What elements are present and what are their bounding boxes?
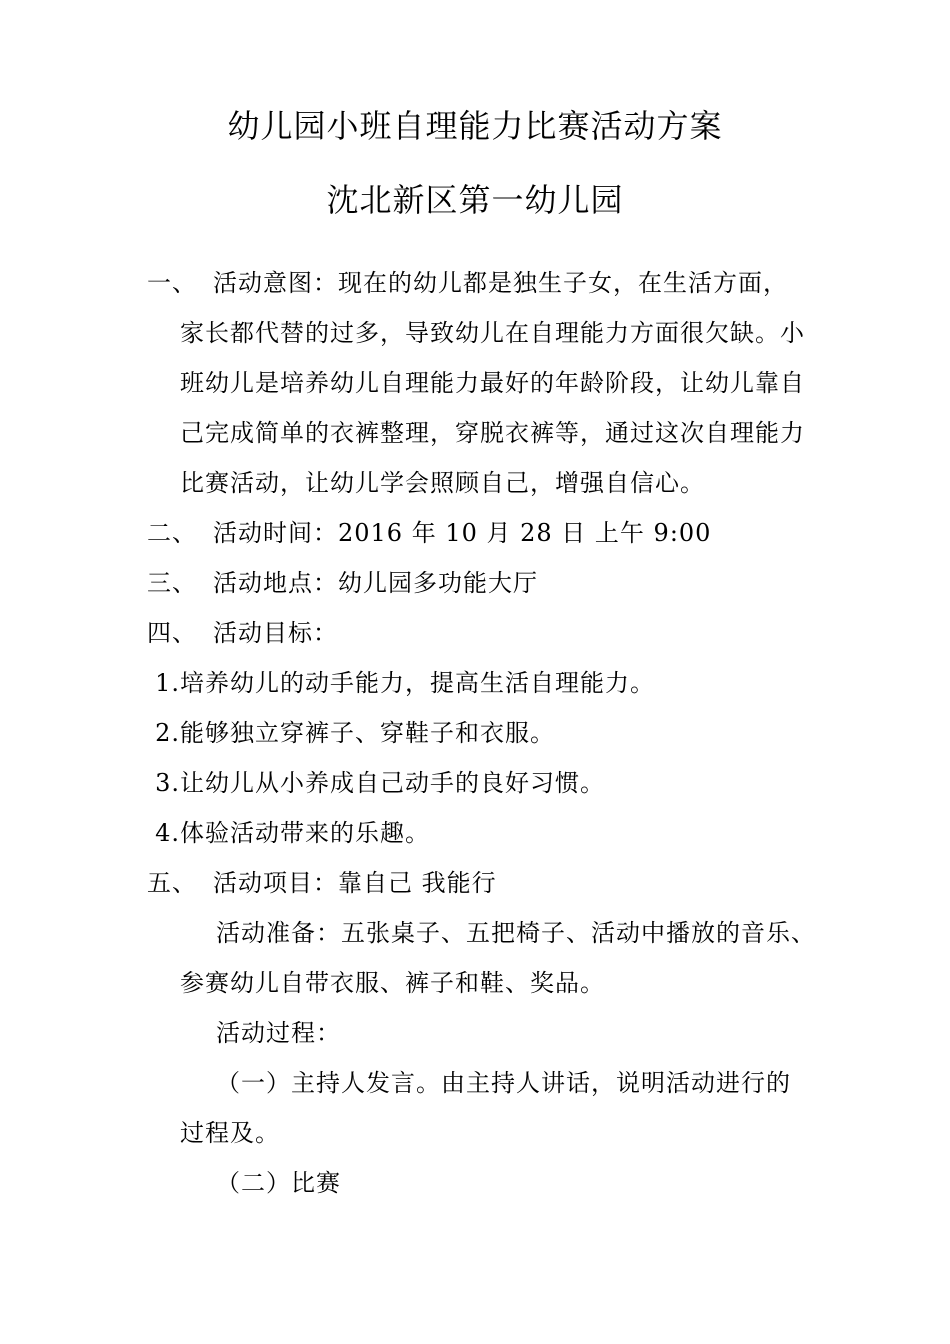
- section-2-marker: 二、: [147, 519, 197, 547]
- section-4: [147, 618, 338, 648]
- process-label: 活动过程：: [216, 1019, 341, 1047]
- section-1-line: 己完成简单的衣裤整理，穿脱衣裤等，通过这次自理能力: [180, 419, 805, 447]
- goal-item: [150, 818, 430, 848]
- section-1-line: 班幼儿是培养幼儿自理能力最好的年龄阶段，让幼儿靠自: [180, 369, 805, 397]
- section-1-first-line: [147, 268, 788, 298]
- step-2: （二）比赛: [216, 1169, 341, 1197]
- goal-text: 让幼儿从小养成自己动手的良好习惯。: [180, 769, 605, 797]
- goal-number: 1.: [155, 669, 180, 697]
- section-2: [147, 518, 711, 548]
- section-4-marker: 四、: [147, 619, 197, 647]
- preparation-line: 参赛幼儿自带衣服、裤子和鞋、奖品。: [180, 969, 605, 997]
- section-4-text: 活动目标：: [213, 619, 338, 647]
- goal-number: 4.: [155, 819, 180, 847]
- step-1-line: 过程及。: [180, 1119, 280, 1147]
- goal-item: [150, 768, 605, 798]
- section-3-text: 活动地点：幼儿园多功能大厅: [213, 569, 538, 597]
- goal-text: 能够独立穿裤子、穿鞋子和衣服。: [180, 719, 555, 747]
- step-1-line: （一）主持人发言。由主持人讲话，说明活动进行的: [216, 1069, 791, 1097]
- document-subtitle: 沈北新区第一幼儿园: [326, 181, 624, 219]
- section-1-marker: 一、: [147, 269, 197, 297]
- section-3-marker: 三、: [147, 569, 197, 597]
- section-5: [147, 868, 497, 898]
- goal-text: 培养幼儿的动手能力，提高生活自理能力。: [180, 669, 655, 697]
- goal-item: [150, 718, 555, 748]
- preparation-line: 活动准备：五张桌子、五把椅子、活动中播放的音乐、: [216, 919, 816, 947]
- goal-number: 2.: [155, 719, 180, 747]
- section-5-text: 活动项目：靠自己 我能行: [213, 869, 497, 897]
- section-1-line: 家长都代替的过多，导致幼儿在自理能力方面很欠缺。小: [180, 319, 805, 347]
- goal-text: 体验活动带来的乐趣。: [180, 819, 430, 847]
- section-5-marker: 五、: [147, 869, 197, 897]
- document-title: 幼儿园小班自理能力比赛活动方案: [227, 107, 723, 145]
- section-2-text: 活动时间：2016 年 10 月 28 日 上午 9:00: [213, 519, 712, 547]
- section-1-line: 比赛活动，让幼儿学会照顾自己，增强自信心。: [180, 469, 705, 497]
- goal-item: [150, 668, 655, 698]
- goal-number: 3.: [155, 769, 180, 797]
- section-3: [147, 568, 538, 598]
- section-1-text: 活动意图：现在的幼儿都是独生子女，在生活方面，: [213, 269, 788, 297]
